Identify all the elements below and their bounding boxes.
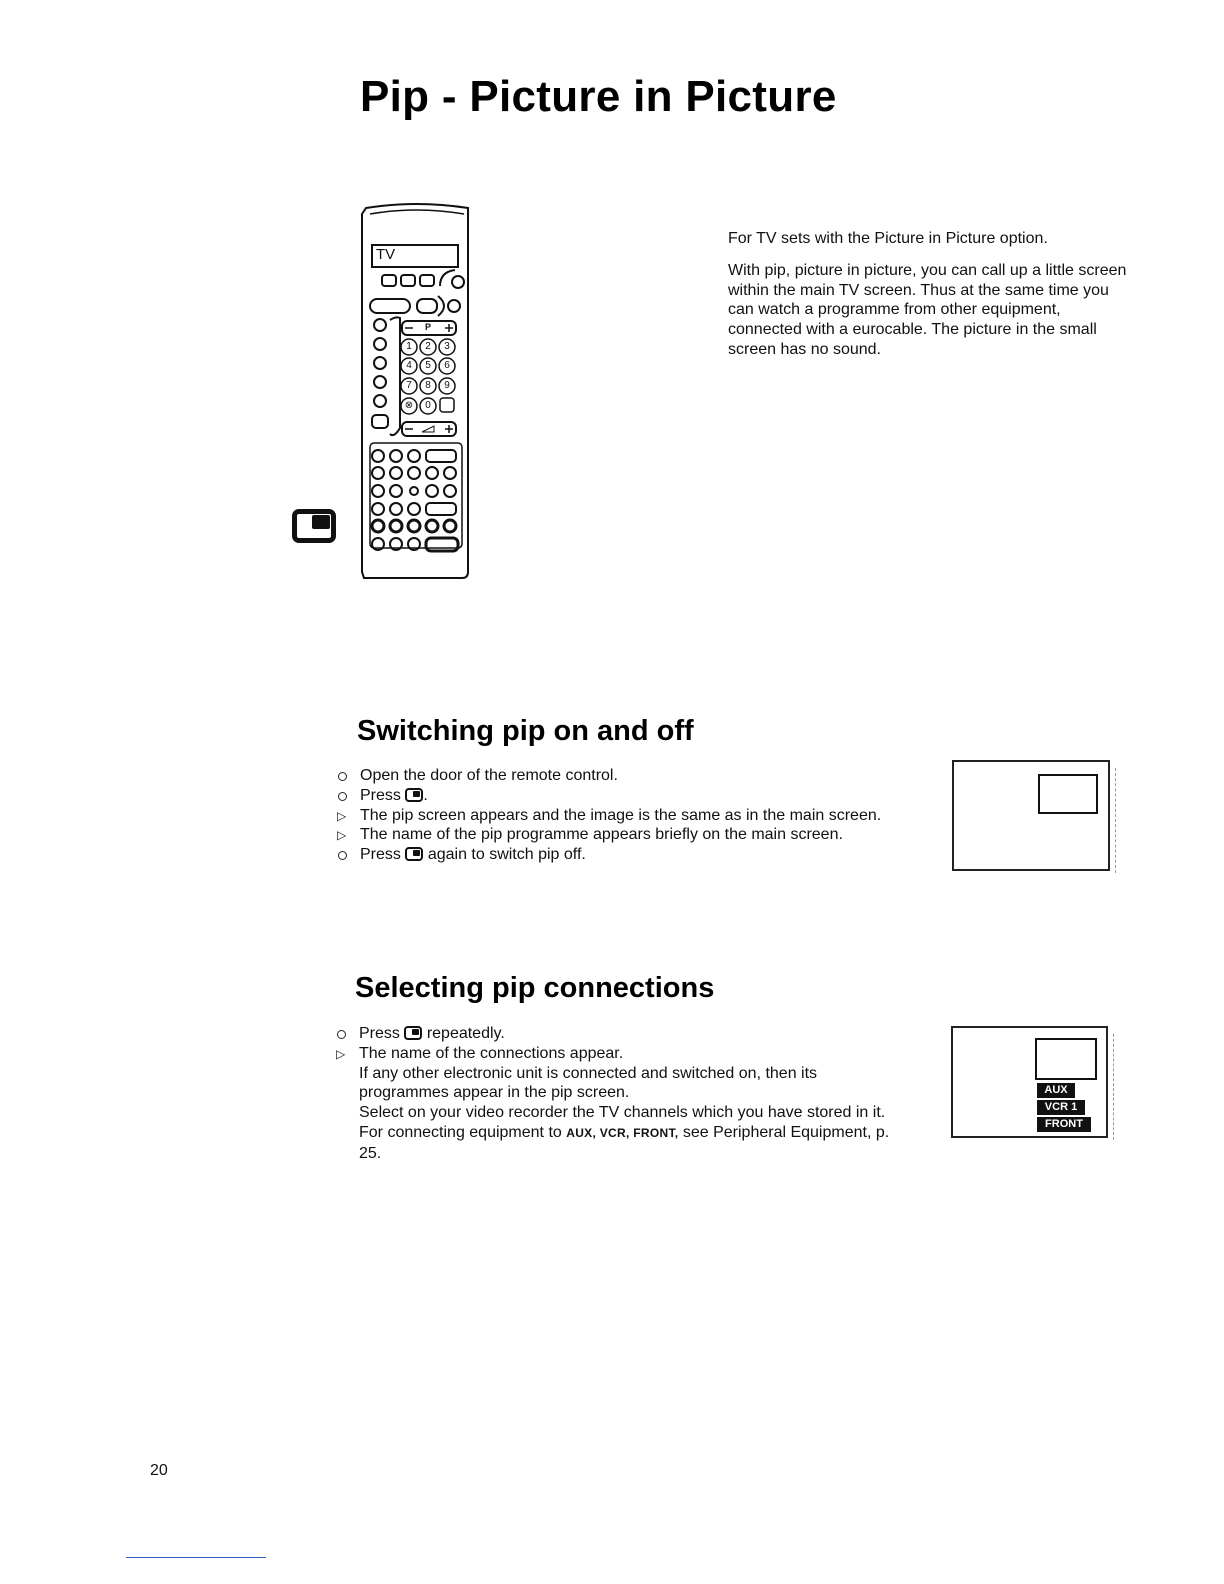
pip-key-icon bbox=[405, 847, 423, 861]
page-title: Pip - Picture in Picture bbox=[360, 72, 837, 121]
remote-key-mute: ⊗ bbox=[404, 400, 414, 411]
remote-key-1: 1 bbox=[406, 341, 412, 352]
intro-line-1: For TV sets with the Picture in Picture option. bbox=[728, 230, 1048, 247]
pip-key-icon bbox=[292, 509, 336, 543]
triangle-bullet-icon: ▷ bbox=[336, 1046, 346, 1061]
intro-line-2: With pip, picture in picture, you can call up a little screen within the main TV screen. Thus at the same time you can watch a programme from other equipment, connected with a eurocable. The picture in the small screen has no sound. bbox=[728, 261, 1127, 358]
circle-bullet-icon bbox=[334, 1024, 354, 1045]
list-item: ▷ The name of the pip programme appears briefly on the main screen. bbox=[335, 825, 915, 845]
remote-key-6: 6 bbox=[444, 360, 450, 371]
triangle-bullet-icon: ▷ bbox=[337, 808, 347, 823]
switching-steps bbox=[335, 766, 915, 865]
pip-window bbox=[1038, 774, 1098, 814]
circle-bullet-icon bbox=[335, 845, 355, 866]
list-item: Press repeatedly. bbox=[334, 1024, 894, 1044]
connection-label-vcr1: VCR 1 bbox=[1037, 1100, 1085, 1115]
remote-key-7: 7 bbox=[406, 380, 412, 391]
list-item: ▷ The name of the connections appear. If any other electronic unit is connected and switched on, then its programmes appear in the pip screen. Select on your video recorder the TV channels which you have stored in it. For connecting equipment to AUX, VCR, FRONT, see Peripheral Equipment, p. 25. bbox=[334, 1044, 894, 1164]
page-number: 20 bbox=[150, 1462, 168, 1479]
list-item: Open the door of the remote control. bbox=[335, 766, 915, 786]
list-item: Press . bbox=[335, 786, 915, 806]
connections-note-1: If any other electronic unit is connected and switched on, then its programmes appear in the pip screen. bbox=[359, 1064, 818, 1102]
pip-key-icon bbox=[404, 1026, 422, 1040]
connections-note-3: For connecting equipment to AUX, VCR, FRONT, see Peripheral Equipment, p. 25. bbox=[359, 1123, 890, 1162]
remote-p-key-label: P bbox=[425, 322, 432, 332]
circle-bullet-icon bbox=[335, 786, 355, 807]
connections-note-2: Select on your video recorder the TV channels which you have stored in it. bbox=[359, 1104, 886, 1122]
connections-steps bbox=[334, 1024, 894, 1164]
remote-key-5: 5 bbox=[425, 360, 431, 371]
tv-screen-diagram-connections bbox=[951, 1026, 1108, 1138]
circle-bullet-icon bbox=[335, 766, 355, 787]
footer-rule bbox=[126, 1557, 266, 1558]
list-item: Press again to switch pip off. bbox=[335, 845, 915, 865]
remote-key-3: 3 bbox=[444, 341, 450, 352]
pip-key-icon bbox=[405, 788, 423, 802]
remote-key-2: 2 bbox=[425, 341, 431, 352]
list-item: ▷ The pip screen appears and the image is the same as in the main screen. bbox=[335, 806, 915, 826]
connection-list bbox=[1037, 1083, 1089, 1134]
triangle-bullet-icon: ▷ bbox=[337, 828, 347, 843]
remote-key-8: 8 bbox=[425, 380, 431, 391]
pip-window bbox=[1035, 1038, 1097, 1080]
connection-label-aux: AUX bbox=[1037, 1083, 1075, 1098]
section-heading-switching: Switching pip on and off bbox=[357, 715, 694, 747]
remote-key-4: 4 bbox=[406, 360, 412, 371]
remote-key-9: 9 bbox=[444, 380, 450, 391]
tv-screen-diagram-pip-on bbox=[952, 760, 1110, 871]
remote-display-label: TV bbox=[376, 246, 396, 263]
remote-key-0: 0 bbox=[425, 400, 431, 411]
connection-label-front: FRONT bbox=[1037, 1117, 1091, 1132]
intro-text bbox=[728, 229, 1128, 372]
section-heading-connections: Selecting pip connections bbox=[355, 972, 715, 1004]
